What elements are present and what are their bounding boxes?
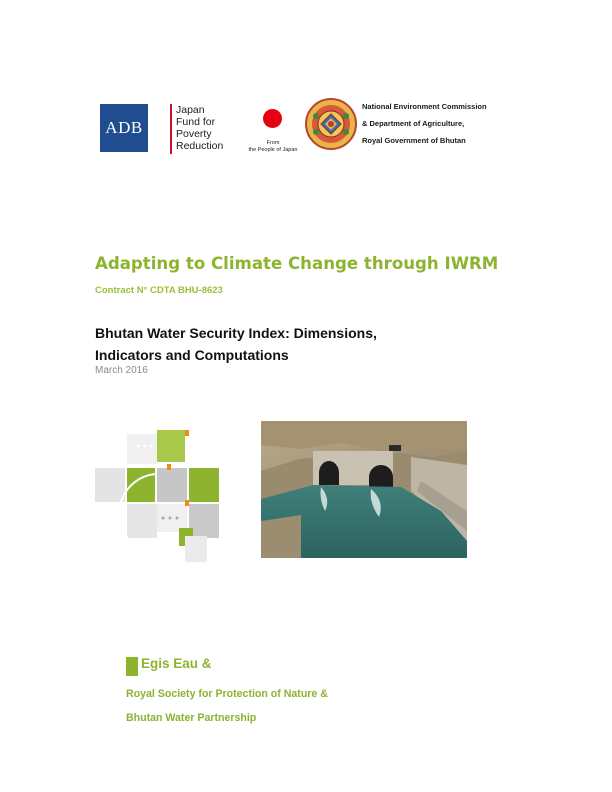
author-bwp: Bhutan Water Partnership bbox=[126, 712, 257, 724]
japan-flag-icon bbox=[263, 109, 282, 128]
jfpr-line-4: Reduction bbox=[176, 140, 224, 152]
japan-caption-line-1: From bbox=[266, 140, 280, 146]
contract-number: Contract N° CDTA BHU-8623 bbox=[95, 285, 223, 296]
author-rspn: Royal Society for Protection of Nature & bbox=[126, 688, 328, 700]
jfpr-divider bbox=[170, 104, 172, 154]
agency-line-1: National Environment Commission bbox=[362, 102, 487, 111]
bhutan-emblem-icon bbox=[305, 98, 357, 150]
agency-line-2: & Department of Agriculture, bbox=[362, 119, 465, 128]
jfpr-line-1: Japan bbox=[176, 104, 205, 116]
document-title-line-2: Indicators and Computations bbox=[95, 347, 289, 363]
author-egis: Egis Eau & bbox=[141, 656, 212, 671]
document-title bbox=[95, 322, 515, 366]
document-date: March 2016 bbox=[95, 365, 148, 376]
document-title-line-1: Bhutan Water Security Index: Dimensions, bbox=[95, 325, 377, 341]
jfpr-logo bbox=[176, 104, 238, 152]
jfpr-line-2: Fund for bbox=[176, 116, 216, 128]
agency-block bbox=[362, 98, 522, 149]
adb-logo bbox=[100, 104, 148, 152]
adb-logo-text: ADB bbox=[105, 118, 143, 137]
project-title: Adapting to Climate Change through IWRM bbox=[95, 254, 499, 273]
author-accent-bar bbox=[126, 657, 138, 676]
japan-caption bbox=[243, 140, 303, 153]
egis-mosaic-graphic bbox=[93, 424, 223, 564]
japan-caption-line-2: the People of Japan bbox=[248, 146, 298, 153]
jfpr-line-3: Poverty bbox=[176, 128, 212, 140]
river-intake-photo bbox=[261, 421, 467, 558]
agency-line-3: Royal Government of Bhutan bbox=[362, 136, 466, 145]
